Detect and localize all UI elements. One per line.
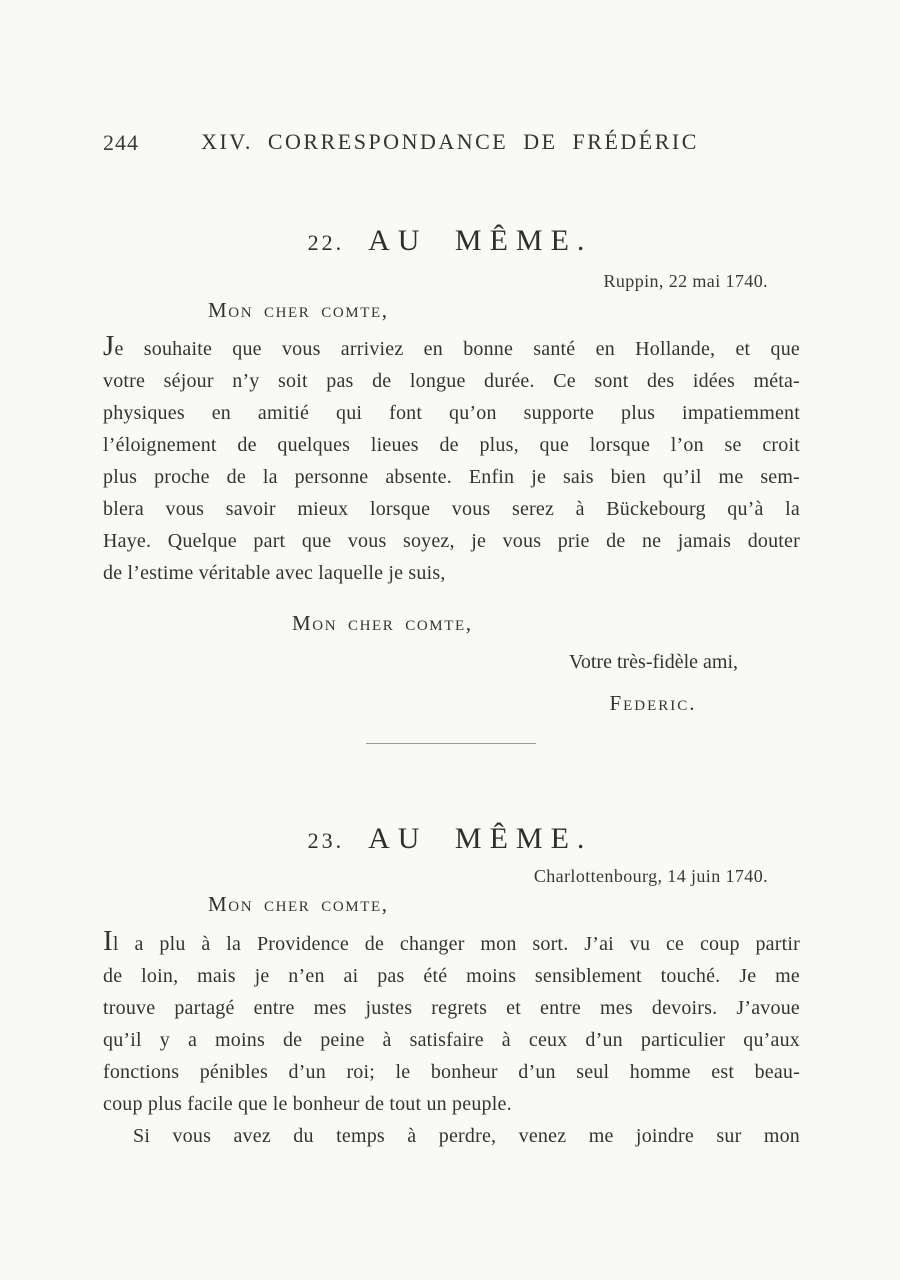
text-line	[103, 925, 800, 960]
text-line: de l’estime véritable avec laquelle je suis,	[103, 562, 446, 584]
letter-23-dateline: Charlottenbourg, 14 juin 1740.	[533, 866, 768, 886]
letter-number: 22.	[307, 230, 345, 255]
letter-title: AU MÊME.	[368, 224, 593, 257]
raised-initial: J	[103, 330, 115, 362]
running-header-title: XIV. CORRESPONDANCE DE FRÉDÉRIC	[201, 129, 699, 154]
letter-number: 23.	[307, 828, 345, 853]
letter-23-body	[103, 925, 800, 1152]
text-line: Haye. Quelque part que vous soyez, je vous prie de ne jamais douter	[103, 530, 800, 552]
line-text: l a plu à la Providence de changer mon sort. J’ai vu ce coup partir	[112, 933, 800, 955]
text-line: fonctions pénibles d’un roi; le bonheur d’un seul homme est beau-	[103, 1061, 800, 1083]
letter-23-heading	[0, 822, 900, 856]
line-text: e souhaite que vous arriviez en bonne santé en Hollande, et que	[114, 338, 800, 360]
letter-22-dateline: Ruppin, 22 mai 1740.	[603, 271, 768, 291]
text-line: qu’il y a moins de peine à satisfaire à ceux d’un particulier qu’aux	[103, 1029, 800, 1051]
letter-22-body	[103, 330, 800, 589]
letter-22-closing-salutation: Mon cher comte,	[292, 611, 473, 635]
text-line: plus proche de la personne absente. Enfin je sais bien qu’il me sem-	[103, 466, 800, 488]
letter-title: AU MÊME.	[368, 822, 593, 855]
text-line	[103, 330, 800, 365]
text-line: blera vous savoir mieux lorsque vous serez à Bückebourg qu’à la	[103, 498, 800, 520]
text-line: votre séjour n’y soit pas de longue durée. Ce sont des idées méta-	[103, 370, 800, 392]
text-line: trouve partagé entre mes justes regrets et entre mes devoirs. J’avoue	[103, 997, 800, 1019]
text-line: coup plus facile que le bonheur de tout un peuple.	[103, 1093, 512, 1115]
text-line: physiques en amitié qui font qu’on supporte plus impatiemment	[103, 402, 800, 424]
letter-22-heading	[0, 224, 900, 258]
letter-22-signature: Federic.	[609, 691, 697, 715]
page-number: 244	[103, 130, 139, 155]
raised-initial: I	[103, 925, 113, 957]
text-line: l’éloignement de quelques lieues de plus, que lorsque l’on se croit	[103, 434, 800, 456]
text-line: Si vous avez du temps à perdre, venez me joindre sur mon	[133, 1125, 800, 1147]
text-line: de loin, mais je n’en ai pas été moins sensiblement touché. Je me	[103, 965, 800, 987]
letter-22-closing-phrase: Votre très-fidèle ami,	[568, 651, 738, 673]
letter-23-salutation: Mon cher comte,	[208, 892, 389, 916]
section-divider-rule	[366, 743, 536, 744]
letter-22-salutation: Mon cher comte,	[208, 298, 389, 322]
